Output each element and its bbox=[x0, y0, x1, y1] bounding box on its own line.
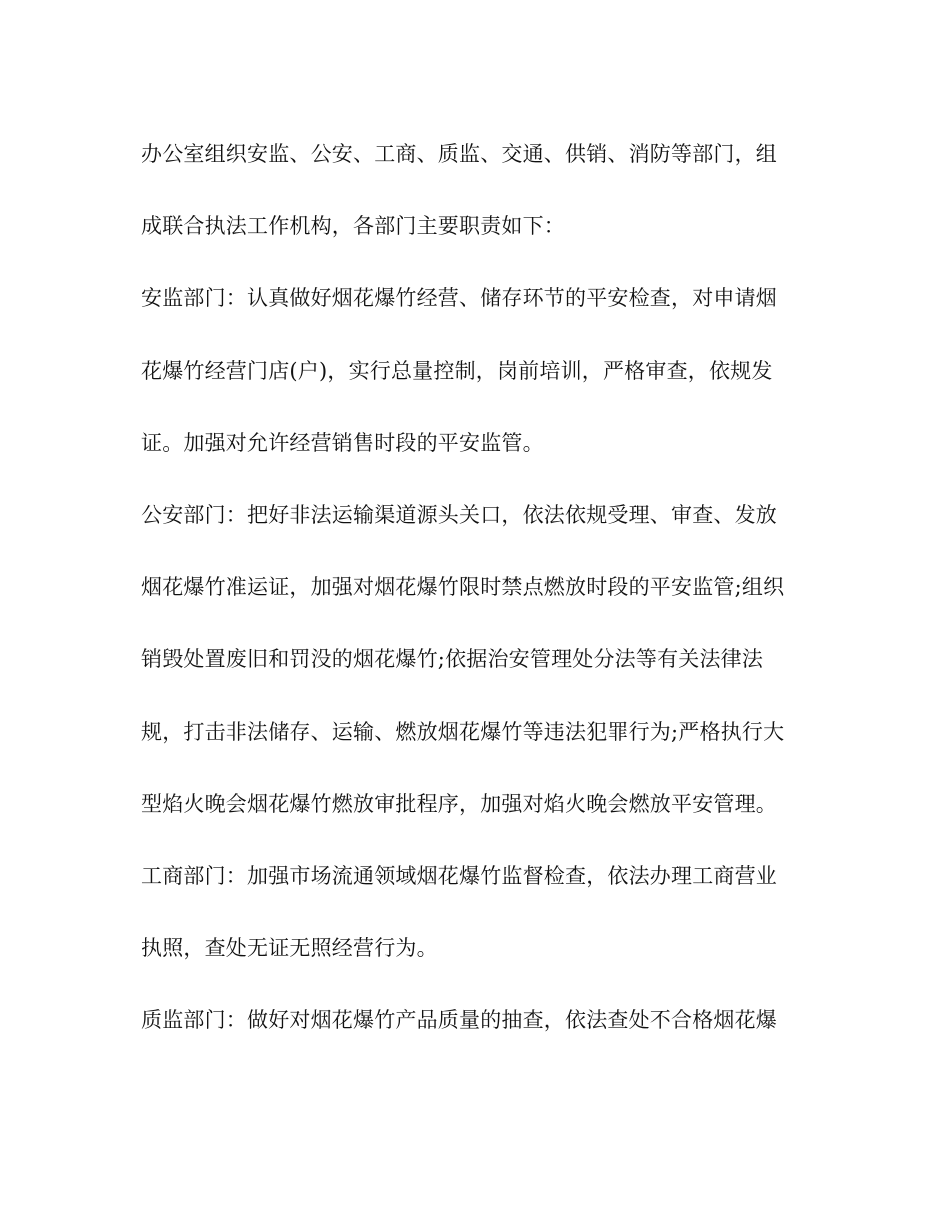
text-line: 成联合执法工作机构，各部门主要职责如下： bbox=[141, 214, 565, 239]
document-body bbox=[141, 136, 821, 1074]
text-line: 规，打击非法储存、运输、燃放烟花爆竹等违法犯罪行为;严格执行大 bbox=[141, 719, 785, 744]
text-line: 安监部门：认真做好烟花爆竹经营、储存环节的平安检查，对申请烟 bbox=[141, 286, 777, 311]
text-line: 证。加强对允许经营销售时段的平安监管。 bbox=[141, 430, 544, 455]
text-line: 工商部门：加强市场流通领域烟花爆竹监督检查，依法办理工商营业 bbox=[141, 863, 777, 888]
text-line: 型焰火晚会烟花爆竹燃放审批程序，加强对焰火晚会燃放平安管理。 bbox=[141, 791, 777, 816]
text-line: 销毁处置废旧和罚没的烟花爆竹;依据治安管理处分法等有关法律法 bbox=[141, 647, 764, 672]
text-line: 执照，查处无证无照经营行为。 bbox=[141, 936, 438, 961]
text-line: 花爆竹经营门店(户)，实行总量控制，岗前培训，严格审查，依规发 bbox=[141, 358, 773, 383]
text-line: 质监部门：做好对烟花爆竹产品质量的抽查，依法查处不合格烟花爆 bbox=[141, 1008, 777, 1033]
text-line: 办公室组织安监、公安、工商、质监、交通、供销、消防等部门，组 bbox=[141, 142, 777, 166]
text-line: 烟花爆竹准运证，加强对烟花爆竹限时禁点燃放时段的平安监管;组织 bbox=[141, 575, 785, 600]
text-line: 公安部门：把好非法运输渠道源头关口，依法依规受理、审查、发放 bbox=[141, 502, 777, 527]
